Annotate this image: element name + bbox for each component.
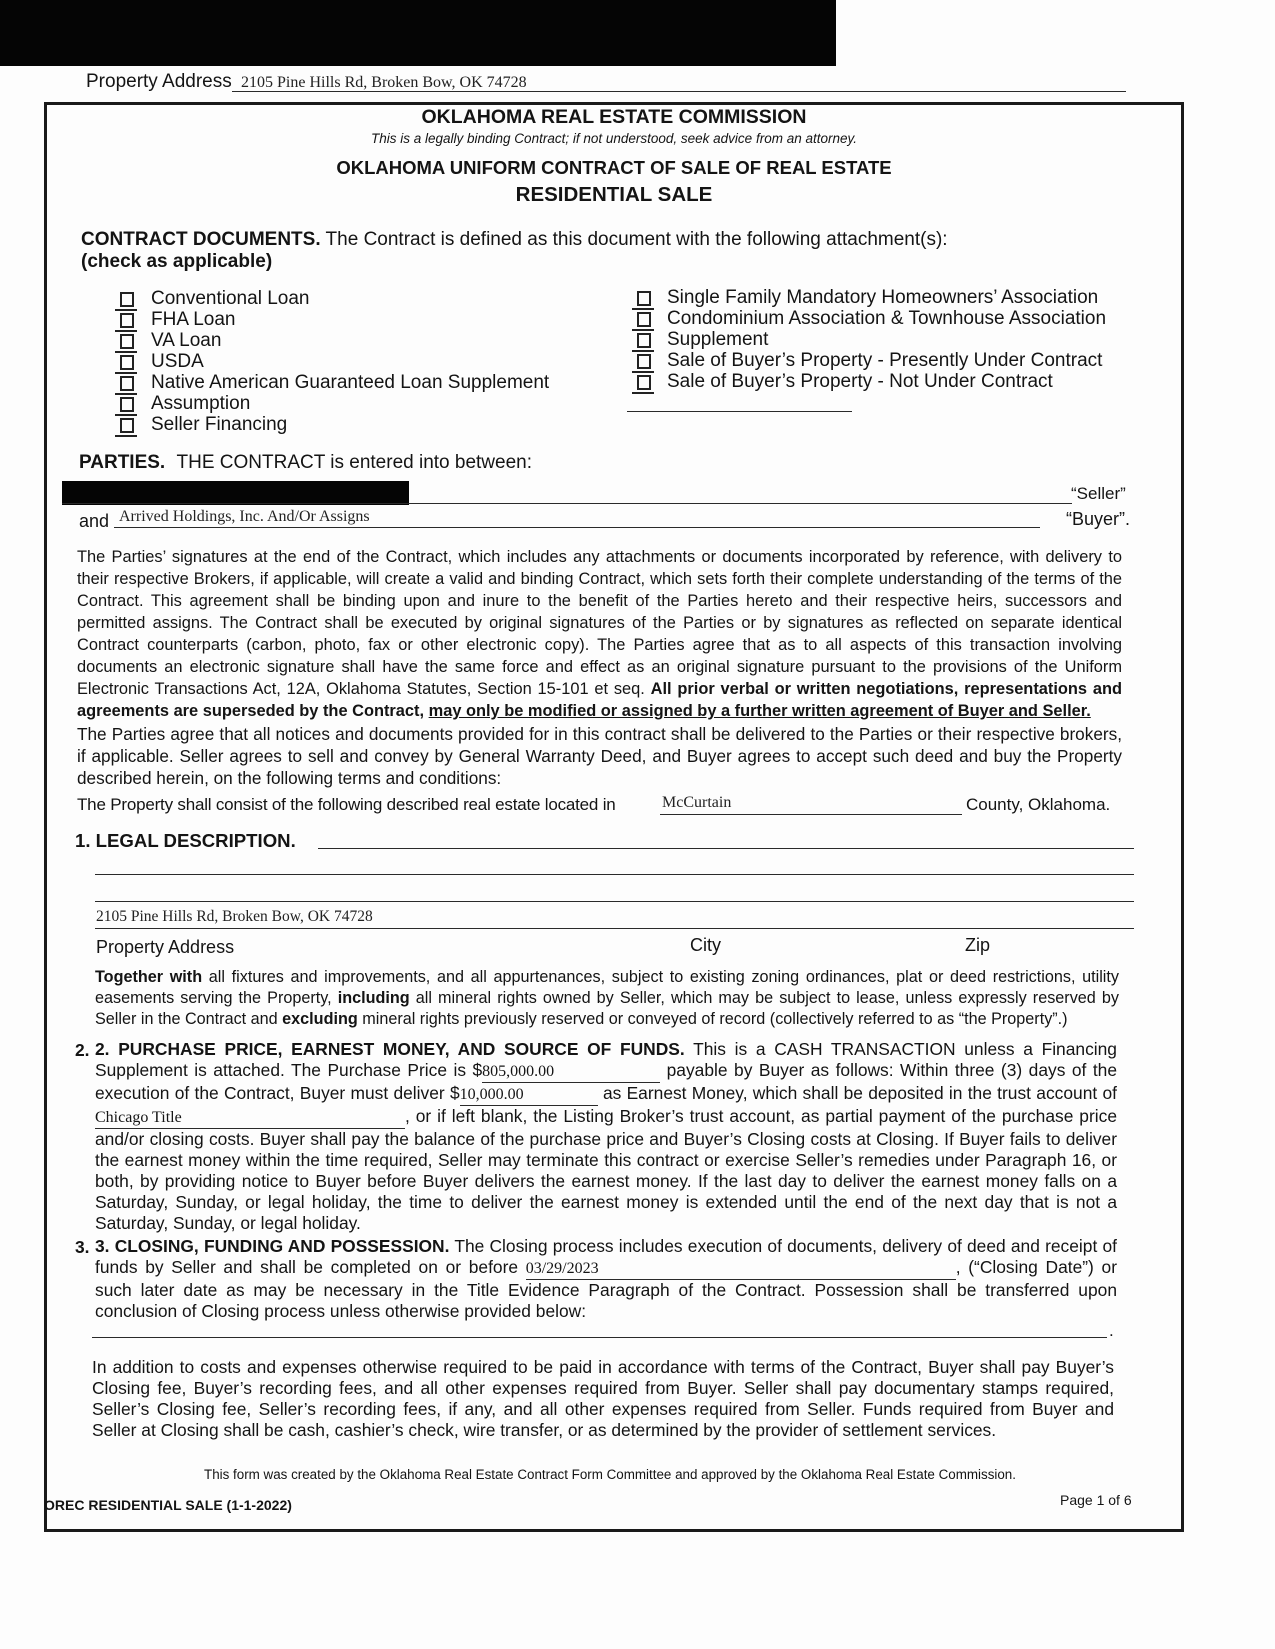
footer-page: Page 1 of 6 [1060, 1492, 1132, 1508]
section1-address-label: Property Address [96, 937, 235, 957]
check-note: (check as applicable) [81, 251, 273, 272]
possession-line[interactable] [92, 1337, 1107, 1338]
checkbox-hoa[interactable] [632, 291, 651, 310]
section3-paragraph [95, 1236, 1117, 1322]
together-text-1: all fixtures and improvements, and all appurtenances, subject to existing zoning ordinances, plat or deed restrictions, utility easements serving the Property, [95, 968, 1119, 1007]
together-paragraph [95, 967, 1119, 1030]
footer-form-id: OREC RESIDENTIAL SALE (1-1-2022) [44, 1497, 292, 1513]
together-text-2: all mineral rights owned by Seller, which may be subject to lease, unless expressly reserved by Seller in the Contract and [95, 989, 1119, 1028]
section1-address-value: 2105 Pine Hills Rd, Broken Bow, OK 74728 [96, 908, 373, 925]
costs-paragraph: In addition to costs and expenses otherwise required to be paid in accordance with terms of the Contract, Buyer shall pay Buyer’s Closing fee, Buyer’s recording fees, and all other expenses required from Buyer. Seller shall pay documentary stamps required, Seller’s Closing fee, Seller’s recording fees, if any, and all other expenses required from Seller. Funds required from Buyer and Seller at Closing shall be cash, cashier’s check, wire transfer, or as determined by the provider of settlement services. [92, 1357, 1114, 1440]
section2-heading: 2. PURCHASE PRICE, EARNEST MONEY, AND SOURCE OF FUNDS. [95, 1039, 685, 1059]
section3-heading: 3. CLOSING, FUNDING AND POSSESSION. [95, 1236, 450, 1256]
closing-date-field[interactable] [526, 1257, 956, 1280]
option-native-american: Native American Guaranteed Loan Supplement [151, 372, 550, 393]
option-sale-under-contract: Sale of Buyer’s Property - Presently Under Contract [667, 350, 1103, 371]
section3-text-2: , (“Closing Date”) or such later date as may be necessary in the Title Evidence Paragraph of the Contract. Possession shall be transferred upon conclusion of Closing process unless otherwise provided below: [95, 1257, 1117, 1321]
checkbox-condo[interactable] [632, 312, 651, 331]
and-label: and [79, 511, 110, 531]
contract-documents-heading: CONTRACT DOCUMENTS. [81, 229, 321, 250]
together-bold: Together with [95, 968, 203, 986]
purchase-price-value: 805,000.00 [482, 1063, 555, 1080]
legal-description-line-1[interactable] [318, 848, 1134, 849]
parties-intro [79, 452, 532, 474]
checkbox-fha-loan[interactable] [115, 313, 134, 332]
checkbox-conventional-loan[interactable] [115, 292, 134, 311]
seller-label: “Seller” [1071, 484, 1126, 503]
notices-paragraph: The Parties agree that all notices and documents provided for in this contract shall be delivered to the Parties or their respective brokers, if applicable. Seller agrees to sell and convey by General Warranty Deed, and Buyer agrees to accept such deed and buy the Property described herein, on the following terms and conditions: [77, 724, 1122, 788]
section3-number: 3. [75, 1237, 90, 1257]
section2-number: 2. [75, 1040, 90, 1060]
section1-city-label: City [690, 935, 721, 955]
checkbox-usda[interactable] [115, 355, 134, 374]
option-sale-not-under-contract: Sale of Buyer’s Property - Not Under Contract [667, 371, 1053, 392]
signatures-bold: All prior verbal or written negotiations, representations and agreements are superseded by the Contract, [77, 680, 1122, 720]
legal-notice: This is a legally binding Contract; if not understood, seek advice from an attorney. [370, 131, 857, 146]
including-bold: including [337, 989, 410, 1007]
option-va-loan: VA Loan [151, 330, 222, 351]
together-text-3: mineral rights previously reserved or conveyed of record (collectively referred to as “the Property”.) [362, 1010, 1068, 1028]
contract-documents-text: The Contract is defined as this document with the following attachment(s): [325, 229, 948, 250]
purchase-price-field[interactable] [482, 1060, 660, 1083]
checkbox-supplement[interactable] [632, 333, 651, 352]
section1-zip-label: Zip [965, 935, 991, 955]
buyer-name: Arrived Holdings, Inc. And/Or Assigns [119, 508, 370, 525]
legal-description-line-2[interactable] [95, 874, 1134, 875]
trust-account-field[interactable] [95, 1106, 405, 1129]
commission-title: OKLAHOMA REAL ESTATE COMMISSION [421, 106, 807, 128]
earnest-money-field[interactable] [460, 1083, 598, 1106]
redaction-bar-top [0, 0, 836, 66]
buyer-line[interactable] [114, 527, 1040, 528]
option-condo: Condominium Association & Townhouse Association [667, 308, 1107, 329]
legal-description-line-3[interactable] [95, 901, 1134, 902]
trust-account-value: Chicago Title [95, 1109, 182, 1126]
contract-documents-intro [81, 229, 948, 251]
contract-title: OKLAHOMA UNIFORM CONTRACT OF SALE OF REAL ESTATE [336, 157, 892, 178]
closing-date-value: 03/29/2023 [525, 1260, 599, 1277]
checkbox-seller-financing[interactable] [115, 418, 134, 437]
county-line[interactable] [660, 814, 962, 815]
other-attachment-line[interactable] [627, 411, 852, 412]
section1-address-line[interactable] [95, 928, 1134, 929]
county-value: McCurtain [662, 794, 732, 811]
option-usda: USDA [151, 351, 204, 372]
option-fha-loan: FHA Loan [151, 309, 236, 330]
option-supplement: Supplement [667, 329, 769, 350]
footer-note: This form was created by the Oklahoma Real Estate Contract Form Committee and approved by the Oklahoma Real Estate Commission. [204, 1467, 1016, 1482]
section2-text-2: payable by Buyer as follows: Within three (3) days of the execution of the Contract, Buyer must deliver $ [95, 1060, 1117, 1103]
option-hoa: Single Family Mandatory Homeowners’ Association [667, 287, 1099, 308]
option-assumption: Assumption [151, 393, 251, 414]
checkbox-native-american[interactable] [115, 376, 134, 395]
sale-type-title: RESIDENTIAL SALE [515, 183, 713, 206]
checkbox-sale-not-under-contract[interactable] [632, 375, 651, 394]
section2-text-4: , or if left blank, the Listing Broker’s trust account, as partial payment of the purchase price and/or closing costs. Buyer shall pay the balance of the purchase price and Buyer’s Closing costs at Closing. If Buyer fails to deliver the earnest money within the time required, Seller may terminate this contract or exercise Seller’s remedies under Paragraph 16, or both, by providing notice to Buyer before Buyer delivers the earnest money. If the last day to deliver the earnest money falls on a Saturday, Sunday, or legal holiday, the time to deliver the earnest money is extended until the end of the next day that is not a Saturday, Sunday, or legal holiday. [95, 1106, 1117, 1233]
buyer-label: “Buyer”. [1066, 509, 1131, 529]
section1-heading: 1. LEGAL DESCRIPTION. [75, 830, 296, 851]
option-conventional-loan: Conventional Loan [151, 288, 310, 309]
possession-line-period: . [1109, 1321, 1114, 1340]
section2-text-1: This is a CASH TRANSACTION unless a Financing Supplement is attached. The Purchase Price is $ [95, 1039, 1117, 1080]
checkbox-va-loan[interactable] [115, 334, 134, 353]
county-suffix: County, Oklahoma. [966, 795, 1111, 814]
seller-line[interactable] [62, 503, 1072, 504]
header-address-label: Property Address [86, 71, 232, 92]
option-seller-financing: Seller Financing [151, 414, 288, 435]
header-address [86, 71, 527, 93]
section3-text-1: The Closing process includes execution of documents, delivery of deed and receipt of funds by Seller and shall be completed on or before [95, 1236, 1117, 1277]
section2-paragraph [95, 1039, 1117, 1234]
header-address-line [232, 91, 1126, 92]
signatures-paragraph [77, 546, 1122, 722]
parties-heading: PARTIES. [79, 452, 166, 473]
signatures-text: The Parties’ signatures at the end of the Contract, which includes any attachments or documents incorporated by reference, with delivery to their respective Brokers, if applicable, will create a valid and binding Contract, which sets forth their complete understanding of the terms of the Contract. This agreement shall be binding upon and inure to the benefit of the Parties hereto and their respective heirs, successors and permitted assigns. The Contract shall be executed by original signatures of the Parties or by signatures as reflected on separate identical Contract counterparts (carbon, photo, fax or other electronic copy). The Parties agree that as to all aspects of this transaction involving documents an electronic signature shall have the same force and effect as an original signature pursuant to the provisions of the Uniform Electronic Transactions Act, 12A, Oklahoma Statutes, Section 15-101 et seq. [77, 548, 1122, 698]
signatures-underline: may only be modified or assigned by a further written agreement of Buyer and Seller. [428, 702, 1091, 720]
checkbox-assumption[interactable] [115, 397, 134, 416]
checkbox-sale-under-contract[interactable] [632, 354, 651, 373]
county-prefix: The Property shall consist of the following described real estate located in [77, 795, 616, 814]
parties-text: THE CONTRACT is entered into between: [176, 452, 533, 473]
header-address-value: 2105 Pine Hills Rd, Broken Bow, OK 74728 [241, 74, 527, 91]
excluding-bold: excluding [282, 1010, 358, 1028]
earnest-money-value: 10,000.00 [459, 1086, 524, 1103]
section2-text-3: as Earnest Money, which shall be deposited in the trust account of [602, 1083, 1117, 1103]
